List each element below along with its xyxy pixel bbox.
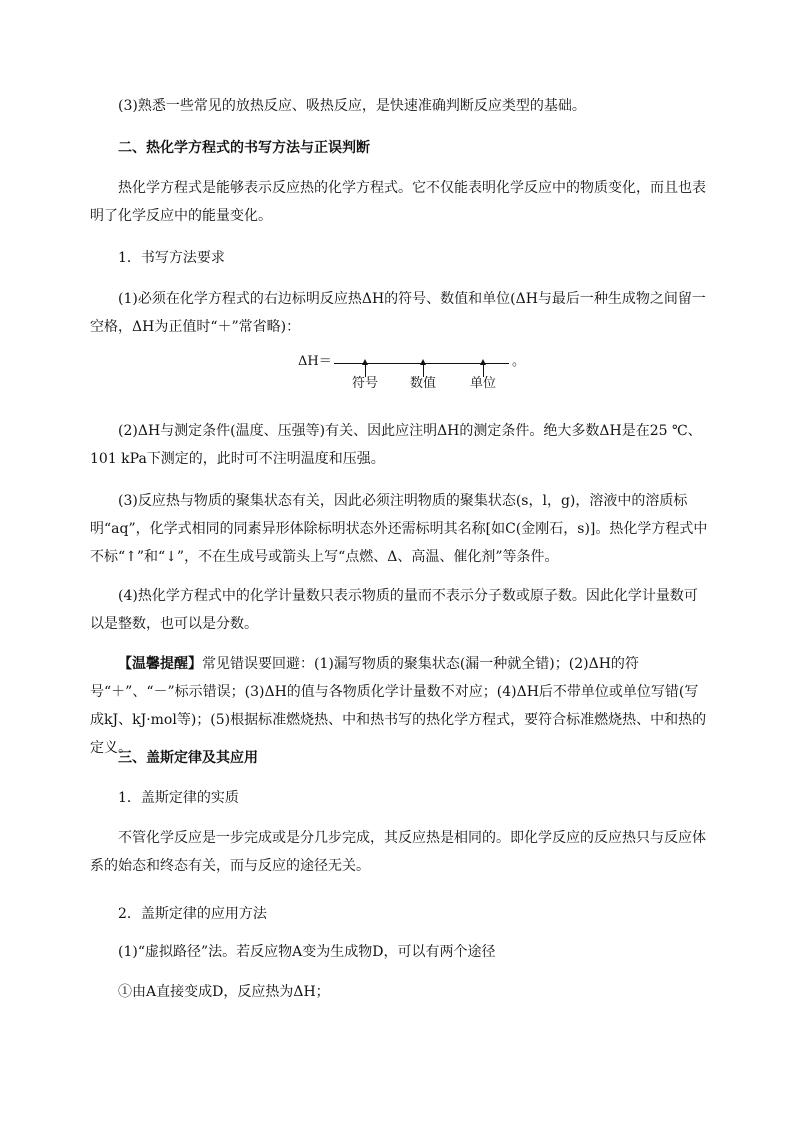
subheading-hess-essence: 1．盖斯定律的实质 xyxy=(118,790,239,806)
paragraph-rule-2: (2)ΔH与测定条件(温度、压强等)有关、因此应注明ΔH的测定条件。绝大多数ΔH是在25 ℃、101 kPa下测定的，此时可不注明温度和压强。 xyxy=(90,423,702,467)
tip-text: 常见错误要回避：(1)漏写物质的聚集状态(漏一种就全错)；(2)ΔH的符号“＋”、“－”标示错误；(3)ΔH的值与各物质化学计量数不对应；(4)ΔH后不带单位或单位写错(写成kJ、kJ·mol等)；(5)根据标准燃烧热、中和热书写的热化学方程式，要符合标准燃烧热、中和热的定义。 xyxy=(90,656,707,756)
paragraph-path-one: ①由A直接变成D，反应热为ΔH； xyxy=(118,984,330,1000)
paragraph-virtual-path: (1)“虚拟路径”法。若反应物A变为生成物D，可以有两个途径 xyxy=(118,944,496,960)
delta-h-formula-diagram xyxy=(298,350,528,400)
paragraph-hess-essence: 不管化学反应是一步完成或是分几步完成，其反应热是相同的。即化学反应的反应热只与反应体系的始态和终态有关，而与反应的途径无关。 xyxy=(90,830,706,874)
section-heading-hess-law: 三、盖斯定律及其应用 xyxy=(118,750,258,766)
arrow-head-sign xyxy=(362,359,368,365)
section-heading-thermochemical-equations: 二、热化学方程式的书写方法与正误判断 xyxy=(118,140,370,156)
paragraph-rule-1: (1)必须在化学方程式的右边标明反应热ΔH的符号、数值和单位(ΔH与最后一种生成物之间留一空格，ΔH为正值时“＋”常省略)： xyxy=(90,291,706,335)
arrow-head-value xyxy=(420,359,426,365)
subheading-hess-method: 2．盖斯定律的应用方法 xyxy=(118,906,267,922)
subheading-writing-requirements: 1．书写方法要求 xyxy=(118,250,225,266)
label-sign: 符号 xyxy=(352,376,379,391)
paragraph-rule-4: (4)热化学方程式中的化学计量数只表示物质的量而不表示分子数或原子数。因此化学计量数可以是整数，也可以是分数。 xyxy=(90,588,698,632)
arrow-head-unit xyxy=(480,359,486,365)
formula-lead: ΔH＝ xyxy=(298,354,332,369)
tip-label: 【温馨提醒】 xyxy=(118,656,202,672)
label-value: 数值 xyxy=(410,376,437,391)
paragraph-exothermic-basis: (3)熟悉一些常见的放热反应、吸热反应，是快速准确判断反应类型的基础。 xyxy=(118,98,586,114)
paragraph-definition: 热化学方程式是能够表示反应热的化学方程式。它不仅能表明化学反应中的物质变化，而且也表明了化学反应中的能量变化。 xyxy=(90,180,706,224)
formula-end-period: 。 xyxy=(512,354,526,369)
label-unit: 单位 xyxy=(470,376,497,391)
paragraph-rule-3: (3)反应热与物质的聚集状态有关，因此必须注明物质的聚集状态(s，l，g)，溶液中的溶质标明“aq”，化学式相同的同素异形体除标明状态外还需标明其名称[如C(金刚石，s)]。热化学方程式中不标“↑”和“↓”，不在生成号或箭头上写“点燃、Δ、高温、催化剂”等条件。 xyxy=(90,493,708,565)
